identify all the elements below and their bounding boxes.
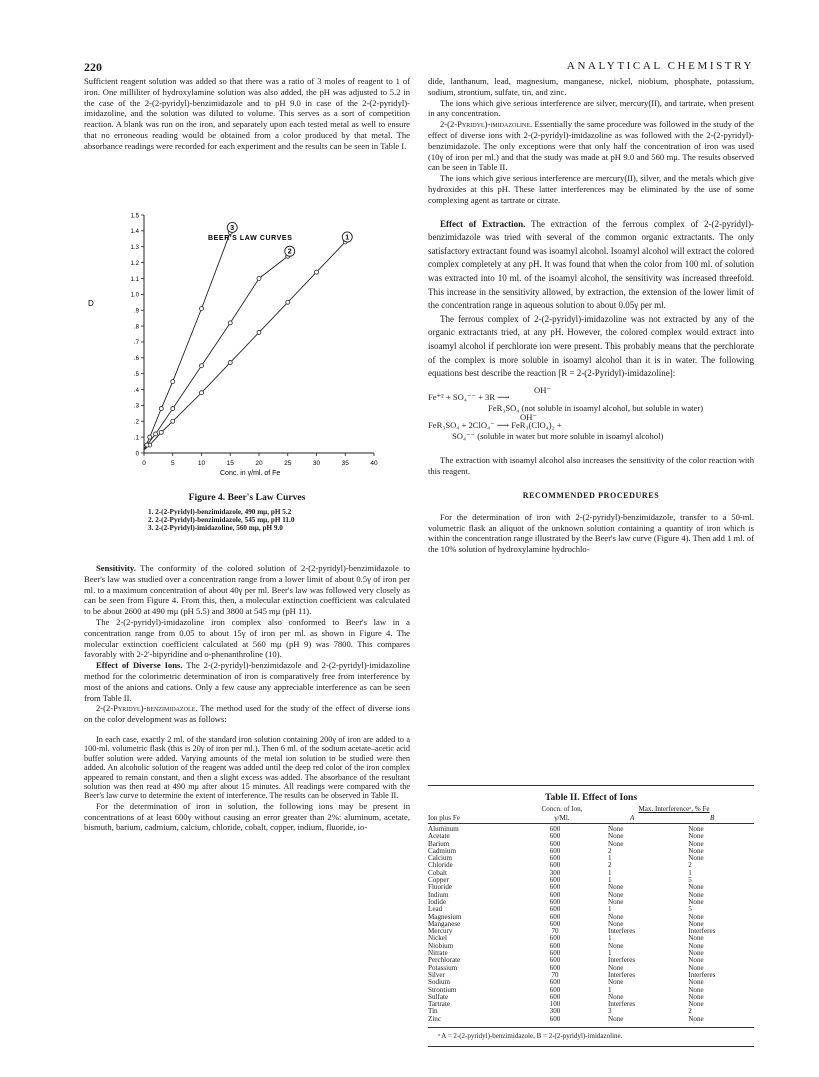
chart-xlabel: Conc. in γ/ml. of Fe: [220, 470, 281, 477]
conc-cell: 600: [549, 1014, 561, 1023]
ion-table: [428, 805, 754, 1023]
ion-cell: Calcium: [428, 854, 453, 863]
table-row: [428, 914, 754, 921]
a-cell: None: [608, 897, 624, 906]
ion-cell: Chloride: [428, 861, 453, 870]
table-row: [428, 906, 754, 913]
b-cell: None: [688, 992, 704, 1001]
a-cell: None: [608, 883, 624, 892]
table-footnote: ᵃ A = 2-(2-pyridyl)-benzimidazole, B = 2-(2-pyridyl)-imidazoline.: [438, 1032, 623, 1041]
col-a: A: [629, 814, 635, 822]
a-cell: None: [608, 890, 624, 899]
b-cell: 2: [688, 861, 692, 870]
eq2-over: OH⁻: [520, 412, 537, 423]
figure-legend: [148, 508, 388, 533]
b-cell: None: [688, 956, 704, 965]
b-cell: None: [688, 839, 704, 848]
ion-cell: Copper: [428, 876, 449, 885]
ion-cell: Sulfate: [428, 992, 449, 1001]
table-row: [428, 928, 754, 935]
table-row: [428, 848, 754, 855]
col-conc-unit: γ/Ml.: [554, 814, 570, 822]
y-tick-label: .8: [133, 324, 139, 331]
ion-cell: Iodide: [428, 897, 447, 906]
right-p3: Essentially the same procedure was followed in the study of the effect of diverse ions with 2-(2-pyridyl)-imidazoline as was followed with the 2-(2-pyridyl)-benzimidazole. The only exceptions were that only half the concentration of iron was used (10γ of iron per ml.) and that the study was made at pH 9.0 and 560 mμ. The results observed can be seen in Table II.: [428, 119, 754, 173]
a-cell: None: [608, 941, 624, 950]
a-cell: None: [608, 1014, 624, 1023]
a-cell: None: [608, 912, 624, 921]
table-row: [428, 994, 754, 1001]
y-tick-label: .4: [133, 387, 139, 394]
table-2-title: Table II. Effect of Ions: [544, 792, 638, 803]
b-cell: None: [688, 1000, 704, 1009]
y-tick-label: .7: [133, 340, 139, 347]
benzimidazole-subhead: 2-(2-Pyridyl)-benzimidazole.: [96, 703, 198, 714]
diverse-ions-head: Effect of Diverse Ions.: [96, 660, 183, 671]
b-cell: 1: [688, 868, 692, 877]
conc-cell: 600: [549, 883, 561, 892]
table-bottom-rule: [428, 1046, 754, 1047]
a-cell: 3: [608, 1007, 612, 1016]
series-point-1: [171, 419, 175, 423]
b-cell: None: [688, 985, 704, 994]
table-mid-rule: [428, 1027, 754, 1028]
table-row: [428, 1001, 754, 1008]
chart-title: BEER'S LAW CURVES: [208, 235, 293, 242]
conc-cell: 600: [549, 839, 561, 848]
eq1-over: OH⁻: [534, 384, 551, 395]
a-cell: 2: [608, 846, 612, 855]
right-p8: For the determination of iron with 2-(2-pyridyl)-benzimidazole, transfer to a 50-ml. volumetric flask an aliquot of the unknown solution containing a quantity of iron which is within the concentration range illustrated by the Beer's law curve (Figure 4). Then add 1 ml. of the 10% solution of hydroxylamine hydrochlo-: [428, 511, 754, 555]
conc-cell: 70: [551, 970, 559, 979]
ion-cell: Strontium: [428, 985, 457, 994]
sensitivity-p1: The conformity of the colored solution of 2-(2-pyridyl)-benzimidazole to Beer's law was studied over a concentration range from a lower limit of about 0.5γ of iron per ml. to a maximum concentration of about 40γ per ml. Beer's law was followed very closely as can be seen from Figure 4. From this, then, a molecular extinction coefficient was calculated to be about 2600 at 490 mμ (pH 5.5) and 3800 at 545 mμ (pH 11).: [84, 563, 411, 617]
ion-cell: Barium: [428, 839, 450, 848]
y-tick-label: 0: [135, 451, 139, 458]
series-point-1: [228, 361, 232, 365]
left-body: [84, 563, 410, 833]
x-tick-label: 0: [142, 460, 146, 467]
table-top-rule: [428, 785, 754, 786]
y-tick-label: .5: [133, 371, 139, 378]
a-cell: None: [608, 839, 624, 848]
imidazoline-subhead: 2-(2-Pyridyl)-imidazoline.: [440, 119, 533, 130]
b-cell: None: [688, 949, 704, 958]
series-point-1: [159, 430, 163, 434]
x-tick-label: 5: [170, 460, 175, 467]
a-cell: None: [608, 832, 624, 841]
x-tick-label: 15: [226, 460, 234, 467]
sensitivity-p2: The 2-(2-pyridyl)-imidazoline iron complex also conformed to Beer's law in a concentration range from 0.05 to about 15γ of iron per ml. as shown in Figure 4. The molecular extinction coefficient calculated at 560 mμ (pH 9) was 7800. This compares favorably with 2-2'-bipyridine and o-phenanthroline (10).: [84, 616, 410, 660]
series-label-2: 2: [287, 248, 292, 256]
conc-cell: 600: [549, 897, 561, 906]
figure-caption: Figure 4. Beer's Law Curves: [188, 492, 306, 503]
eq1: Fe⁺² + SO₄⁻⁻ + 3R ⟶: [428, 392, 510, 403]
series-point-2: [171, 407, 175, 411]
conc-cell: 600: [549, 934, 561, 943]
conc-cell: 600: [549, 905, 561, 914]
x-tick-label: 40: [370, 460, 378, 467]
y-tick-label: .1: [133, 435, 139, 442]
legend-item-3: 3. 2-(2-Pyridyl)-imidazoline, 560 mμ, pH 9.0: [148, 524, 283, 533]
table-row: [428, 870, 754, 877]
conc-cell: 600: [549, 985, 561, 994]
ion-cell: Magnesium: [428, 912, 462, 921]
b-cell: None: [688, 832, 704, 841]
table-row: [428, 1008, 754, 1015]
b-cell: None: [688, 978, 704, 987]
table-row: [428, 892, 754, 899]
right-p7: The extraction with isoamyl alcohol also increases the sensitivity of the color reaction with this reagent.: [428, 455, 754, 477]
b-cell: Interferes: [688, 927, 716, 936]
series-line-2: [144, 256, 288, 450]
b-cell: None: [688, 846, 704, 855]
ion-cell: Indium: [428, 890, 449, 899]
diverse-ions-p3: In each case, exactly 2 ml. of the standard iron solution containing 200γ of iron are added to a 100-ml. volumetric flask (this is 20γ of iron per ml.). Then 6 ml. of the sodium acetate–acetic acid buffer solution were added. Varying amounts of the metal ion solution to be studied were then added. An alcoholic solution of the reagent was added until the deep red color of the iron complex appeared to remain constant, and then a slight excess was added. The absorbance of the resultant solution was then read at 490 mμ after about 15 minutes. All readings were compared with the Beer's law curve to determine the extent of interference. The results can be observed in Table II.: [84, 734, 410, 801]
table-row: [428, 935, 754, 942]
a-cell: 1: [608, 868, 612, 877]
series-point-1: [257, 330, 261, 334]
extraction-head: Effect of Extraction.: [440, 218, 526, 229]
table-row: [428, 877, 754, 884]
y-tick-label: 1.3: [130, 245, 139, 252]
y-tick-label: .9: [133, 308, 139, 315]
ion-cell: Cadmium: [428, 846, 456, 855]
ion-cell: Nitrate: [428, 949, 448, 958]
b-cell: None: [688, 919, 704, 928]
sensitivity-head: Sensitivity.: [96, 563, 136, 573]
a-cell: None: [608, 825, 624, 833]
conc-cell: 600: [549, 846, 561, 855]
ion-cell: Potassium: [428, 963, 458, 972]
ion-cell: Mercury: [428, 927, 453, 936]
y-tick-label: 1.2: [130, 260, 139, 267]
ion-cell: Cobalt: [428, 868, 447, 877]
series-point-3: [171, 380, 175, 384]
table-row: [428, 884, 754, 891]
b-cell: None: [688, 1014, 704, 1023]
table-row: [428, 957, 754, 964]
diverse-ions-p4: For the determination of iron in solution, the following ions may be present in concentrations of at least 600γ without causing an error greater than 2%: aluminum, acetate, bismuth, barium, cadmium, calcium, chloride, cobalt, copper, indium, fluoride, io-: [84, 800, 410, 833]
a-cell: 2: [608, 861, 612, 870]
b-cell: None: [688, 934, 704, 943]
conc-cell: 600: [549, 854, 561, 863]
a-cell: Interferes: [608, 1000, 636, 1009]
eq2-result: SO₄⁻⁻ (soluble in water but more soluble in isoamyl alcohol): [452, 430, 664, 441]
ion-cell: Perchlorate: [428, 956, 461, 965]
x-tick-label: 10: [197, 460, 206, 467]
series-point-2: [257, 276, 261, 280]
table-row: [428, 943, 754, 950]
eq1-result: FeR₃SO₄ (not soluble in isoamyl alcohol, but soluble in water): [488, 403, 704, 414]
y-tick-label: 1.4: [130, 229, 139, 236]
ion-cell: Sodium: [428, 978, 451, 987]
series-point-2: [228, 321, 232, 325]
x-tick-label: 35: [341, 460, 349, 467]
ion-cell: Manganese: [428, 919, 461, 928]
conc-cell: 100: [549, 1000, 561, 1009]
table-row: [428, 833, 754, 840]
b-cell: 2: [688, 1007, 692, 1016]
ion-cell: Nickel: [428, 934, 447, 943]
y-tick-label: .3: [133, 403, 139, 410]
a-cell: 1: [608, 934, 612, 943]
series-point-2: [154, 432, 158, 436]
conc-cell: 600: [549, 890, 561, 899]
series-point-1: [200, 391, 204, 395]
conc-cell: 600: [549, 861, 561, 870]
a-cell: None: [608, 992, 624, 1001]
col-conc: Concn. of Ion,: [541, 805, 583, 813]
eq2: FeR₃SO₄ + 2ClO₄⁻ ⟶ FeR₃(ClO₄)₂ +: [428, 419, 562, 430]
legend-item-2: 2. 2-(2-Pyridyl)-benzimidazole, 545 mμ, pH 11.0: [148, 516, 295, 525]
a-cell: 1: [608, 854, 612, 863]
x-tick-label: 20: [255, 460, 263, 467]
series-point-2: [145, 443, 149, 447]
legend-item-1: 1. 2-(2-Pyridyl)-benzimidazole, 490 mμ, pH 5.2: [148, 508, 292, 516]
a-cell: Interferes: [608, 970, 636, 979]
b-cell: None: [688, 912, 704, 921]
x-tick-label: 30: [312, 460, 321, 467]
series-point-3: [148, 435, 152, 439]
conc-cell: 70: [551, 927, 559, 936]
b-cell: 5: [688, 876, 692, 885]
b-cell: None: [688, 883, 704, 892]
series-label-3: 3: [230, 224, 235, 232]
table-row: [428, 899, 754, 906]
ion-cell: Tartrate: [428, 1000, 450, 1009]
right-p5: The extraction of the ferrous complex of 2-(2-pyridyl)-benzimidazole was tried with several of the common organic extractants. The only satisfactory extractant found was isoamyl alcohol. Isoamyl alcohol will extract the colored complex completely at any pH. It was found that when the color from 100 ml. of solution was extracted into 10 ml. of the isoamyl alcohol, the sensitivity was increased threefold. This increase in the sensitivity allowed, by extraction, the extension of the lower limit of the concentration range in aqueous solution to about 0.05γ per ml.: [428, 218, 754, 311]
y-tick-label: .6: [133, 356, 139, 363]
table-row: [428, 1016, 754, 1023]
series-point-3: [200, 307, 204, 311]
a-cell: None: [608, 978, 624, 987]
series-point-2: [200, 364, 204, 368]
b-cell: None: [688, 890, 704, 899]
conc-cell: 600: [549, 963, 561, 972]
right-p6: The ferrous complex of 2-(2-pyridyl)-imidazoline was not extracted by any of the organic extractants tried, at any pH. However, the colored complex would extract into isoamyl alcohol if perchlorate ion were present. This probably means that the perchlorate of the complex is more soluble in isoamyl alcohol than it is in water. The following equations best describe the reaction [R = 2-(2-Pyridyl)-imidazoline]:: [428, 313, 754, 379]
series-point-3: [159, 407, 163, 411]
left-top-text: [84, 76, 410, 152]
table-row: [428, 972, 754, 979]
table-row: [428, 987, 754, 994]
conc-cell: 300: [549, 868, 561, 877]
table-row: [428, 826, 754, 833]
left-top-paragraph: Sufficient reagent solution was added so that there was a ratio of 3 moles of reagent to 1 of iron. One milliliter of hydroxylamine solution was also added, the pH was adjusted to 5.2 in the case of the 2-(2-pyridyl)-benzimidazole and to pH 9.0 in case of the 2-(2-pyridyl)-imidazoline, and the solution was diluted to volume. This serves as a sort of competition reaction. A blank was run on the iron, and separately upon each tested metal as well to ensure that no erroneous reading would be obtained from a color produced by that metal. The absorbance readings were recorded for each experiment and the results can be seen in Table I.: [84, 76, 410, 151]
a-cell: Interferes: [608, 927, 636, 936]
b-cell: None: [688, 963, 704, 972]
b-cell: None: [688, 825, 704, 833]
col-ion: Ion plus Fe: [428, 814, 460, 822]
conc-cell: 600: [549, 876, 561, 885]
ion-cell: Aluminum: [428, 825, 459, 833]
ion-cell: Niobium: [428, 941, 454, 950]
ion-cell: Zinc: [428, 1014, 441, 1023]
ion-cell: Silver: [428, 970, 445, 979]
ion-cell: Tin: [428, 1007, 438, 1016]
b-cell: None: [688, 941, 704, 950]
a-cell: 1: [608, 985, 612, 994]
series-point-1: [315, 270, 319, 274]
table-row: [428, 950, 754, 957]
right-body: [428, 76, 754, 555]
a-cell: 1: [608, 876, 612, 885]
a-cell: Interferes: [608, 956, 636, 965]
ion-cell: Acetate: [428, 832, 450, 841]
diverse-ions-p1: The 2-(2-pyridyl)-benzimidazole and 2-(2-pyridyl)-imidazoline method for the colorimetric determination of iron is comparatively free from interference by most of the anions and cations. Only a few cause any appreciable interference as can be seen from Table II.: [84, 660, 410, 703]
conc-cell: 600: [549, 912, 561, 921]
y-tick-label: 1.5: [130, 213, 139, 220]
ion-cell: Fluoride: [428, 883, 453, 892]
table-row: [428, 862, 754, 869]
right-p4: The ions which give serious interference are mercury(II), silver, and the metals which give hydroxides at this pH. These latter interferences may be eliminated by the use of some complexing agent as tartrate or citrate.: [428, 173, 754, 205]
series-point-1: [286, 300, 290, 304]
right-p2: The ions which give serious interference are silver, mercury(II), and tartrate, when present in any concentration.: [428, 97, 754, 119]
col-max: Max. Interferenceᵃ, % Fe: [638, 805, 710, 813]
conc-cell: 600: [549, 978, 561, 987]
b-cell: 5: [688, 905, 692, 914]
right-p1: dide, lanthanum, lead, magnesium, manganese, nickel, niobium, phosphate, potassium, sodium, strontium, sulfate, tin, and zinc.: [428, 76, 754, 97]
conc-cell: 600: [549, 919, 561, 928]
conc-cell: 600: [549, 825, 561, 833]
beers-law-chart: [88, 195, 400, 485]
b-cell: None: [688, 854, 704, 863]
ion-cell: Lead: [428, 905, 443, 914]
a-cell: None: [608, 919, 624, 928]
a-cell: 1: [608, 905, 612, 914]
table-row: [428, 979, 754, 986]
procedures-head: RECOMMENDED PROCEDURES: [522, 491, 660, 501]
col-b: B: [709, 814, 715, 822]
y-tick-label: 1.0: [130, 292, 139, 299]
equations: [428, 385, 754, 442]
series-line-3: [144, 232, 230, 449]
conc-cell: 600: [549, 832, 561, 841]
running-head: ANALYTICAL CHEMISTRY: [566, 60, 754, 72]
chart-ylabel: D: [88, 299, 94, 308]
y-tick-label: 1.1: [130, 276, 139, 283]
page-number: 220: [84, 60, 102, 74]
diverse-ions-p2: The method used for the study of the effect of diverse ions on the color development was as follows:: [84, 703, 410, 725]
a-cell: None: [608, 963, 624, 972]
table-2: [428, 785, 754, 1047]
conc-cell: 600: [549, 956, 561, 965]
y-tick-label: .2: [133, 419, 139, 426]
a-cell: 1: [608, 949, 612, 958]
conc-cell: 300: [549, 1007, 561, 1016]
conc-cell: 600: [549, 992, 561, 1001]
table-row: [428, 841, 754, 848]
x-tick-label: 25: [284, 460, 292, 467]
series-label-1: 1: [345, 234, 350, 242]
conc-cell: 600: [549, 949, 561, 958]
conc-cell: 600: [549, 941, 561, 950]
b-cell: Interferes: [688, 970, 716, 979]
b-cell: None: [688, 897, 704, 906]
table-row: [428, 855, 754, 862]
